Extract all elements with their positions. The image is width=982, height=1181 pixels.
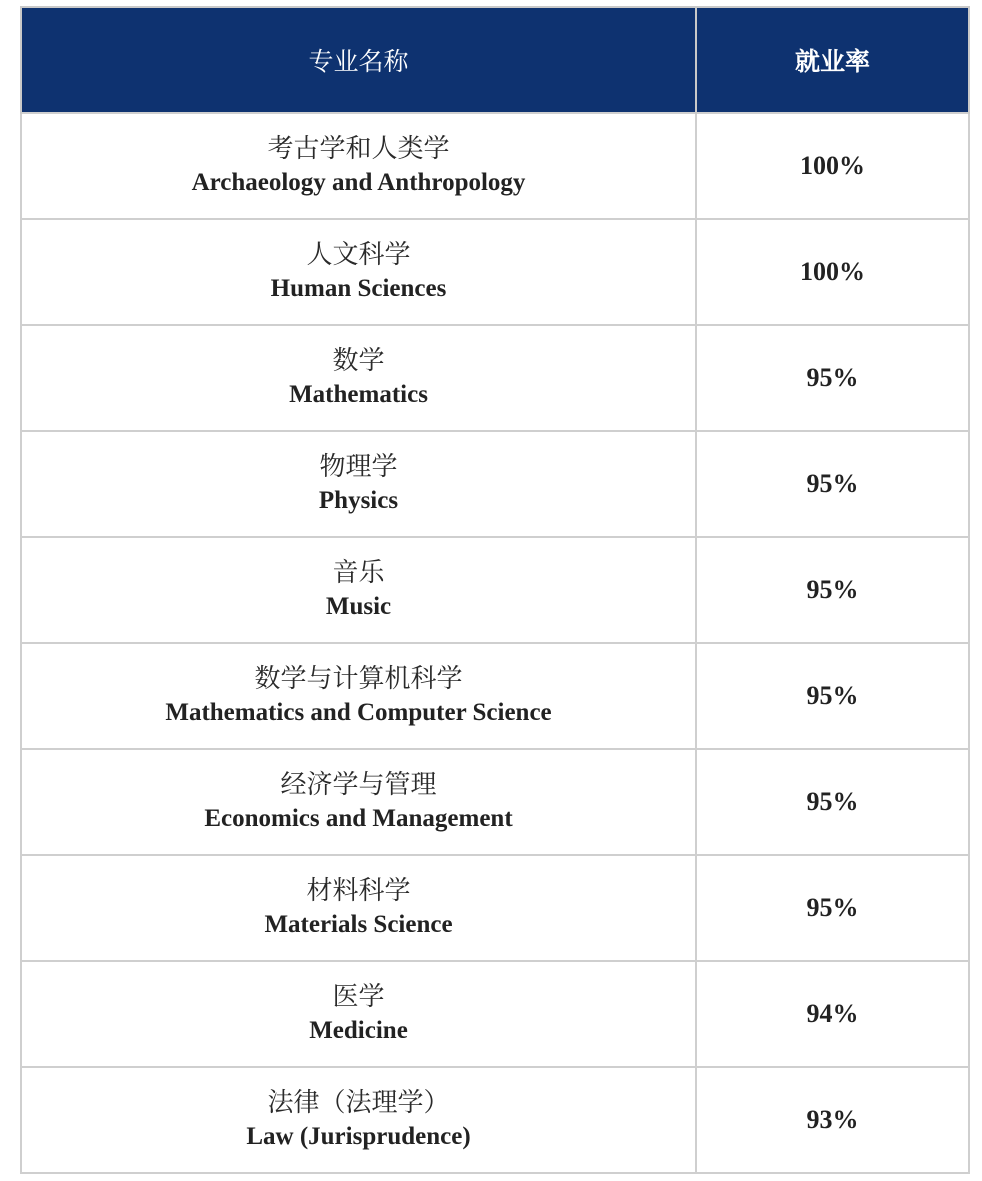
employment-rate-value: 95%: [806, 681, 859, 710]
major-cell: [21, 643, 696, 749]
major-cell: [21, 961, 696, 1067]
employment-rate-value: 93%: [806, 1105, 859, 1134]
major-cell: [21, 113, 696, 219]
table-row: [21, 431, 969, 537]
table-row: [21, 537, 969, 643]
major-name-en: Human Sciences: [270, 275, 447, 302]
major-name-cn: 音乐: [332, 558, 385, 588]
rate-cell: [696, 749, 969, 855]
table-header-row: [21, 7, 969, 113]
major-name-cn: 材料科学: [306, 876, 411, 906]
rate-cell: [696, 113, 969, 219]
major-name-cn: 经济学与管理: [280, 770, 437, 800]
major-name-en: Mathematics and Computer Science: [165, 699, 552, 726]
employment-rate-value: 94%: [806, 999, 859, 1028]
rate-cell: [696, 537, 969, 643]
major-name-cn: 物理学: [319, 452, 398, 482]
major-name-en: Archaeology and Anthropology: [191, 169, 526, 196]
major-name-cn: 数学与计算机科学: [254, 664, 463, 694]
major-name-en: Medicine: [309, 1017, 408, 1044]
rate-cell: [696, 219, 969, 325]
header-major-name: 专业名称: [21, 7, 696, 113]
major-name-en: Physics: [318, 487, 399, 514]
major-name-en: Music: [325, 593, 392, 620]
table-row: [21, 749, 969, 855]
rate-cell: [696, 961, 969, 1067]
employment-rate-table: [20, 6, 970, 1174]
rate-cell: [696, 855, 969, 961]
table-row: [21, 113, 969, 219]
major-name-cn: 人文科学: [306, 240, 411, 270]
employment-rate-value: 100%: [800, 257, 865, 286]
rate-cell: [696, 325, 969, 431]
table-row: [21, 325, 969, 431]
employment-rate-value: 95%: [806, 893, 859, 922]
major-cell: [21, 537, 696, 643]
major-cell: [21, 325, 696, 431]
employment-rate-value: 95%: [806, 469, 859, 498]
major-cell: [21, 749, 696, 855]
employment-rate-value: 95%: [806, 787, 859, 816]
major-name-en: Law (Jurisprudence): [246, 1123, 471, 1150]
major-cell: [21, 1067, 696, 1173]
major-name-en: Economics and Management: [204, 805, 513, 832]
major-name-cn: 医学: [332, 982, 385, 1012]
major-cell: [21, 431, 696, 537]
rate-cell: [696, 1067, 969, 1173]
major-cell: [21, 219, 696, 325]
major-name-en: Materials Science: [264, 911, 453, 938]
table-row: [21, 219, 969, 325]
major-cell: [21, 855, 696, 961]
header-employment-rate: 就业率: [696, 7, 969, 113]
table-row: [21, 961, 969, 1067]
major-name-cn: 数学: [332, 346, 385, 376]
table-row: [21, 855, 969, 961]
employment-rate-value: 95%: [806, 575, 859, 604]
table-row: [21, 1067, 969, 1173]
employment-rate-value: 95%: [806, 363, 859, 392]
rate-cell: [696, 431, 969, 537]
major-name-en: Mathematics: [289, 381, 428, 408]
table-row: [21, 643, 969, 749]
employment-rate-value: 100%: [800, 151, 865, 180]
rate-cell: [696, 643, 969, 749]
major-name-cn: 考古学和人类学: [267, 134, 450, 164]
major-name-cn: 法律（法理学）: [267, 1088, 450, 1118]
employment-rate-table-container: [20, 6, 968, 1174]
